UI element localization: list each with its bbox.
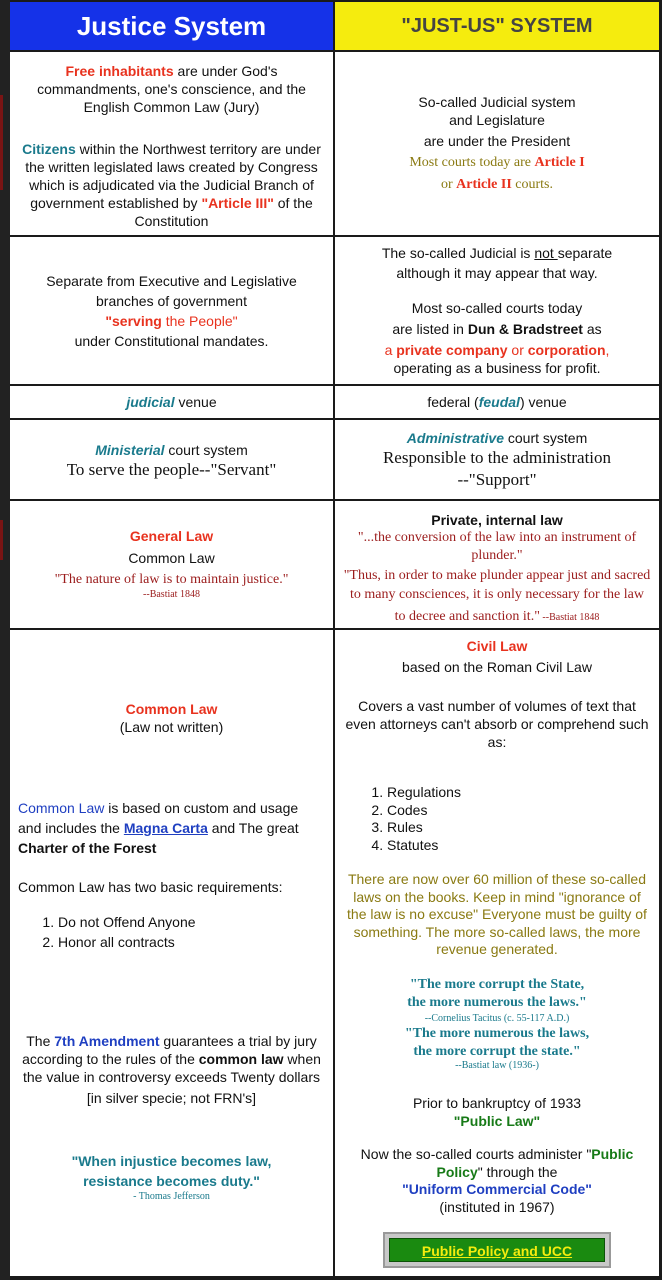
public-policy-term: Policy bbox=[436, 1163, 478, 1180]
not-term: not bbox=[534, 245, 558, 261]
text: the written legislated laws created by Congress bbox=[25, 159, 318, 175]
public-law-term: "Public Law" bbox=[453, 1113, 541, 1129]
administrative-term: Administrative bbox=[406, 430, 504, 446]
bastiat-quote: "The nature of law is to maintain justice." bbox=[54, 572, 289, 587]
quote-line: "When injustice becomes law, bbox=[71, 1153, 272, 1169]
text: ) venue bbox=[519, 394, 567, 410]
text: a bbox=[384, 342, 397, 358]
not-separate-paragraph bbox=[335, 243, 659, 283]
text: (Law not written) bbox=[119, 719, 224, 735]
text: Separate from Executive and Legislative bbox=[46, 273, 297, 289]
general-law-paragraph bbox=[10, 527, 333, 601]
text: of the bbox=[273, 195, 313, 211]
citizens-paragraph bbox=[10, 140, 333, 230]
tacitus-bastiat-quotes bbox=[335, 976, 659, 1072]
text: " through the bbox=[477, 1163, 558, 1180]
text: under Constitutional mandates. bbox=[74, 333, 269, 349]
text: or bbox=[441, 177, 457, 192]
text: The so-called Judicial is bbox=[381, 245, 535, 261]
text: English Common Law (Jury) bbox=[83, 99, 260, 115]
row1-left-cell bbox=[10, 52, 333, 235]
text: operating as a business for profit. bbox=[393, 360, 601, 376]
text: and Legislature bbox=[449, 112, 545, 128]
administrative-paragraph bbox=[335, 429, 659, 491]
text: according to the rules of the bbox=[22, 1051, 199, 1067]
magna-carta-link[interactable]: Magna Carta bbox=[123, 820, 208, 836]
quote-line: the more corrupt the state." bbox=[413, 1043, 581, 1059]
text: the law is no excuse" Everyone must be guilty of bbox=[347, 906, 647, 922]
text: are under God's bbox=[173, 63, 278, 79]
text: To serve the people--"Servant" bbox=[66, 460, 277, 479]
quote-line: resistance becomes duty." bbox=[83, 1173, 260, 1189]
text: court system bbox=[504, 430, 588, 446]
list-item: 4. Statutes bbox=[387, 837, 461, 855]
text: even attorneys can't absorb or comprehend such bbox=[345, 716, 649, 732]
text: to many consciences, it is only necessary for the law bbox=[350, 587, 644, 602]
row6-right-cell bbox=[335, 630, 659, 1276]
text: to decree and sanction it." bbox=[394, 609, 540, 624]
serving-term: "serving bbox=[105, 313, 162, 329]
text: federal ( bbox=[427, 394, 479, 410]
citizens-term: Citizens bbox=[22, 141, 76, 157]
text: within the Northwest territory are under bbox=[75, 141, 321, 157]
jefferson-quote bbox=[10, 1151, 333, 1203]
text: Most courts today are bbox=[409, 155, 535, 170]
header-justice-system bbox=[10, 2, 333, 50]
text: government established by bbox=[30, 195, 202, 211]
header-just-us-system bbox=[335, 2, 659, 50]
text: the People" bbox=[161, 313, 238, 329]
free-inhabitants-paragraph bbox=[10, 62, 333, 116]
list-item: 2. Honor all contracts bbox=[58, 932, 333, 952]
ucc-term: "Uniform Commercial Code" bbox=[402, 1181, 592, 1197]
list-item: 1. Regulations bbox=[387, 784, 461, 802]
list-item: 1. Do not Offend Anyone bbox=[58, 912, 333, 932]
text: There are now over 60 million of these so-called bbox=[347, 871, 647, 887]
bastiat-attribution: --Bastiat 1848 bbox=[539, 612, 600, 623]
text: plunder." bbox=[471, 548, 523, 563]
text: Most so-called courts today bbox=[411, 300, 583, 316]
row6-left-cell bbox=[10, 630, 333, 1276]
text: , bbox=[605, 342, 610, 358]
common-law-term: common law bbox=[198, 1051, 284, 1067]
sixty-million-paragraph bbox=[335, 871, 659, 959]
text: Responsible to the administration bbox=[382, 448, 612, 467]
seventh-amendment-term: 7th Amendment bbox=[54, 1033, 160, 1049]
feudal-term: feudal bbox=[478, 394, 520, 410]
general-law-title: General Law bbox=[129, 528, 214, 544]
requirements-list bbox=[18, 912, 333, 952]
text: and The great bbox=[207, 820, 299, 836]
judicial-system-paragraph bbox=[335, 93, 659, 194]
free-inhabitants-term: Free inhabitants bbox=[65, 63, 174, 79]
dun-bradstreet-term: Dun & Bradstreet bbox=[467, 321, 583, 337]
public-policy-term: Public bbox=[591, 1146, 634, 1162]
row1-right-cell bbox=[335, 52, 659, 235]
custom-usage-paragraph bbox=[10, 798, 333, 858]
dun-bradstreet-paragraph bbox=[335, 299, 659, 377]
public-policy-button-frame bbox=[383, 1232, 611, 1268]
common-law-title: Common Law bbox=[125, 701, 218, 717]
regulations-list bbox=[335, 784, 461, 854]
row3-left-cell bbox=[10, 386, 333, 418]
public-policy-ucc-button[interactable]: Public Policy and UCC bbox=[389, 1238, 605, 1262]
private-company-term: private company bbox=[396, 342, 508, 358]
text: the value in controversy exceeds Twenty dollars bbox=[22, 1069, 320, 1085]
text: as: bbox=[487, 734, 507, 750]
text: based on the Roman Civil Law bbox=[402, 659, 592, 675]
text: Prior to bankruptcy of 1933 bbox=[412, 1095, 582, 1111]
text: and includes the bbox=[18, 820, 124, 836]
civil-law-title: Civil Law bbox=[466, 638, 528, 654]
quote-line: "The more numerous the laws, bbox=[404, 1026, 590, 1041]
text: which is adjudicated via the Judicial Branch of bbox=[29, 177, 314, 193]
text: courts. bbox=[511, 177, 553, 192]
article-iii-term: "Article III" bbox=[201, 195, 274, 211]
header-left-text: Justice System bbox=[76, 11, 267, 41]
ministerial-term: Ministerial bbox=[95, 442, 165, 458]
text: although it may appear that way. bbox=[396, 265, 598, 281]
text: guarantees a trial by jury bbox=[159, 1033, 317, 1049]
civil-law-heading bbox=[335, 636, 659, 678]
text: venue bbox=[174, 394, 217, 410]
text: Now the so-called courts administer " bbox=[360, 1146, 592, 1162]
text: something. The more so-called laws, the more bbox=[353, 923, 641, 940]
text: as bbox=[582, 321, 602, 337]
bankruptcy-paragraph bbox=[335, 1094, 659, 1130]
text: when bbox=[283, 1051, 321, 1067]
text: Common Law has two basic requirements: bbox=[18, 879, 283, 895]
text: court system bbox=[164, 442, 248, 458]
text: laws on the books. Keep in mind "ignorance of bbox=[353, 888, 641, 905]
list-item: 3. Rules bbox=[387, 819, 461, 837]
row5-right-cell bbox=[335, 501, 659, 628]
text: are listed in bbox=[392, 321, 468, 337]
bastiat-attribution: --Bastiat 1848 bbox=[143, 589, 200, 600]
quote-line: the more numerous the laws." bbox=[407, 994, 587, 1010]
text: "...the conversion of the law into an instrument of bbox=[357, 530, 637, 545]
text: The bbox=[26, 1033, 55, 1049]
article-ii-term: Article II bbox=[456, 177, 512, 192]
private-law-paragraph bbox=[335, 511, 659, 626]
corporation-term: corporation bbox=[527, 342, 606, 358]
public-policy-paragraph bbox=[335, 1146, 659, 1216]
common-law-heading bbox=[10, 700, 333, 736]
text: --"Support" bbox=[457, 470, 537, 489]
private-law-title: Private, internal law bbox=[431, 512, 563, 528]
text: Covers a vast number of volumes of text that bbox=[358, 698, 636, 714]
row3-right-cell bbox=[335, 386, 659, 418]
row5-left-cell bbox=[10, 501, 333, 628]
ministerial-paragraph bbox=[10, 441, 333, 481]
text: (instituted in 1967) bbox=[439, 1198, 555, 1215]
bastiat-attribution: --Bastiat law (1936-) bbox=[455, 1060, 539, 1071]
text: separate bbox=[557, 245, 613, 261]
row4-left-cell bbox=[10, 420, 333, 499]
row2-right-cell bbox=[335, 237, 659, 384]
judicial-term: judicial bbox=[126, 394, 175, 410]
text: [in silver specie; not FRN's] bbox=[86, 1090, 257, 1106]
text: "Thus, in order to make plunder appear just and sacred bbox=[343, 568, 651, 583]
text: revenue generated. bbox=[436, 941, 558, 957]
charter-of-forest-term: Charter of the Forest bbox=[18, 840, 157, 856]
text: is based on custom and usage bbox=[104, 800, 299, 816]
seventh-amendment-paragraph bbox=[10, 1032, 333, 1107]
text: are under the President bbox=[423, 133, 571, 149]
common-law-term: Common Law bbox=[18, 800, 105, 816]
quote-line: "The more corrupt the State, bbox=[409, 977, 585, 992]
text: Constitution bbox=[134, 213, 209, 229]
text: commandments, one's conscience, and the bbox=[37, 81, 306, 97]
row2-left-cell bbox=[10, 237, 333, 384]
separate-paragraph bbox=[10, 271, 333, 351]
text: So-called Judicial system bbox=[418, 94, 576, 110]
text: Common Law bbox=[128, 550, 215, 566]
jefferson-attribution: - Thomas Jefferson bbox=[133, 1191, 210, 1202]
tacitus-attribution: --Cornelius Tacitus (c. 55-117 A.D.) bbox=[424, 1013, 570, 1024]
row4-right-cell bbox=[335, 420, 659, 499]
requirements-paragraph bbox=[10, 878, 333, 952]
header-right-text: "JUST-US" SYSTEM bbox=[401, 15, 593, 37]
text: branches of government bbox=[96, 293, 247, 309]
text: or bbox=[507, 342, 528, 358]
list-item: 2. Codes bbox=[387, 802, 461, 820]
covers-paragraph bbox=[335, 697, 659, 751]
article-i-term: Article I bbox=[534, 155, 585, 170]
